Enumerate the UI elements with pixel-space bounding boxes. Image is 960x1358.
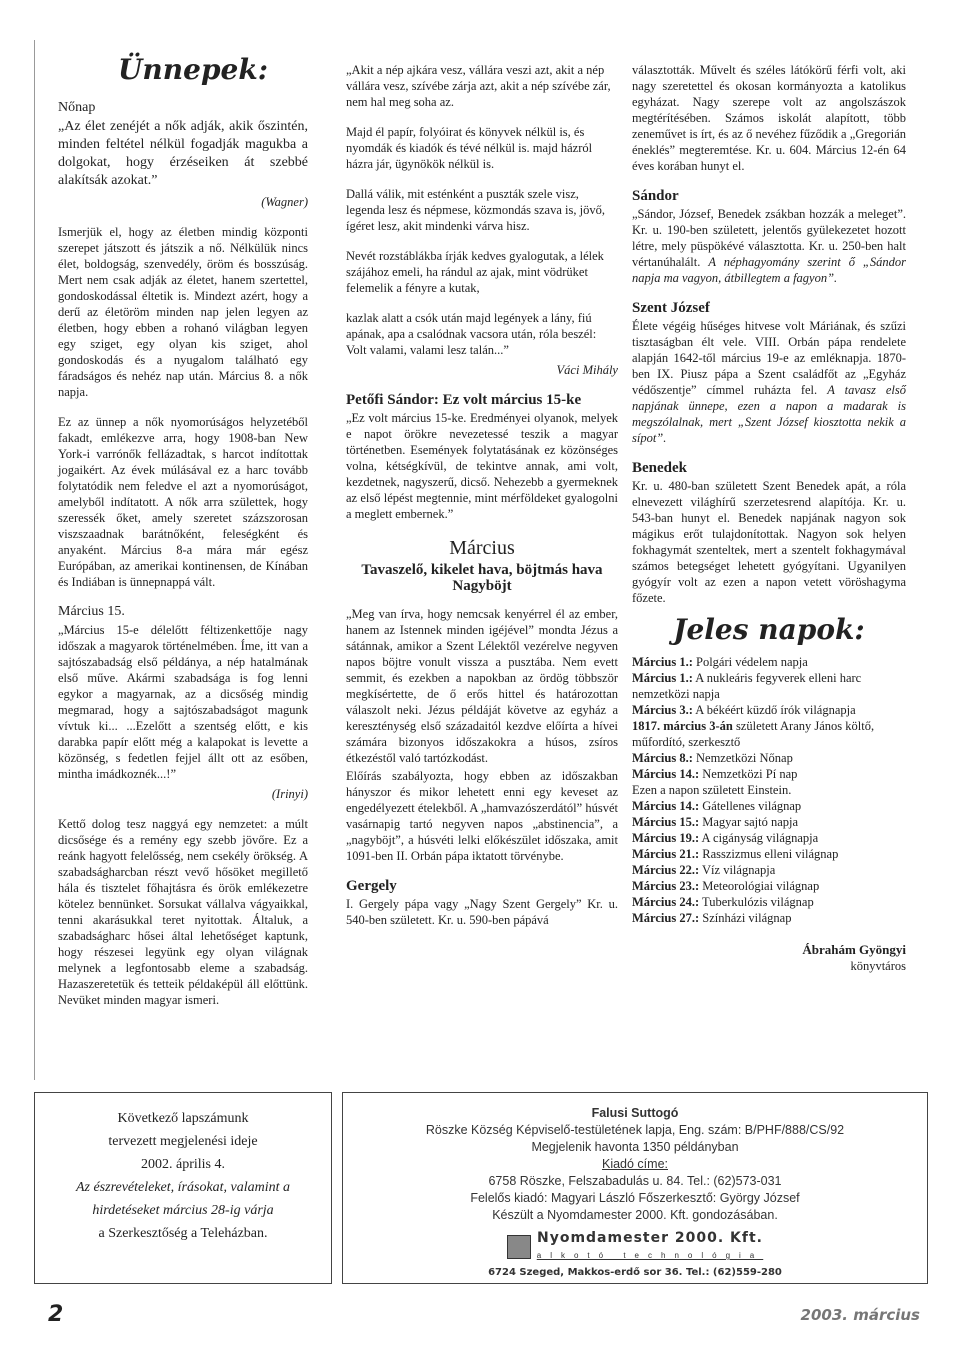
sandor-text: „Sándor, József, Benedek zsákban hozzák a meleget”. Kr. u. 190-ben született, jelentős gyülekezetet hozott létre, mely püspökévé választotta. Kr. u. 250-ben halt vértanúhalált. (632, 207, 906, 269)
jeles-napok-item (632, 750, 906, 766)
quote-text: „Az élet zenéjét a nők adják, akik őszintén, minden feltétel nélkül fogadják magukba a dolgokat, hogy érzéseiken át szebbé alakítsák azokat.” (58, 119, 308, 188)
section-heading-sandor: Sándor (632, 188, 679, 204)
paragraph: Kettő dolog tesz naggyá egy nemzetet: a múlt dicsősége és a remény egy szebb jövőre. Ez a reánk hagyott felelősség, nem csekély örökség. A szabadságharcban részt vevő hősöket megillető hála és tisztelet főhajtásra és örök emlékezetre kötelez bennünket. Sorsukat vállalva vágyaikkal, tenni akarásukkal teret nyitottak. Általuk, a szabadságharc hősei által lehetőséget kaptunk, hogy részesei legyünk egy olyan világnak melynek a legfontosabb eleme a szabadság. Hazaszeretetük és tetteik példaképül áll előttünk. Nevüket minden magyar ismeri. (58, 817, 308, 1007)
jeles-napok-item (632, 846, 906, 862)
jeles-napok-item (632, 862, 906, 878)
column-1 (58, 53, 308, 1022)
jeles-napok-date: Március 1.: (632, 671, 693, 685)
jeles-napok-item (632, 878, 906, 894)
signature-title: könyvtáros (850, 959, 906, 973)
jeles-napok-date: Március 3.: (632, 703, 693, 717)
imprint-line: Megjelenik havonta 1350 példányban (531, 1140, 739, 1154)
jeles-napok-text: A cigányság világnapja (699, 831, 819, 845)
jeles-napok-text: Magyar sajtó napja (699, 815, 799, 829)
jeles-napok-item (632, 670, 906, 702)
quote-author: (Wagner) (261, 195, 308, 209)
column-2 (346, 62, 618, 942)
section-heading-noknap: Nőnap (58, 100, 96, 115)
imprint-line: Készült a Nyomdamester 2000. Kft. gondozásában. (492, 1208, 778, 1222)
jeles-napok-item (632, 894, 906, 910)
jeles-napok-text: Rasszizmus elleni világnap (699, 847, 839, 861)
imprint-line: Felelős kiadó: Magyari László Főszerkesztő: György József (470, 1191, 800, 1205)
section-heading-gergely: Gergely (346, 878, 397, 894)
jeles-napok-text: Víz világnapja (699, 863, 776, 877)
jeles-napok-date: Március 19.: (632, 831, 700, 845)
jeles-napok-list (632, 654, 906, 926)
jeles-napok-heading: Jeles napok: (673, 613, 865, 646)
paragraph (632, 318, 906, 446)
poem-stanza: Nevét rozstáblákba írják kedves gyalogutak, a lélek szájához emeli, ha rándul az ajak, mint vödrüket felemelik a fényre a kutak, (346, 249, 604, 295)
jeles-napok-date: Március 8.: (632, 751, 693, 765)
jeles-napok-text: A nukleáris fegyverek elleni harc nemzetközi napja (632, 671, 862, 701)
section-heading-jozsef: Szent József (632, 300, 710, 316)
sandor-note: A néphagyomány szerint ő „Sándor napja ma vagyon, átbillegtem a fagyon”. (632, 255, 906, 285)
box-line: Következő lapszámunk (117, 1111, 249, 1126)
jeles-napok-date: Március 21.: (632, 847, 700, 861)
issue-date: 2003. március (800, 1306, 920, 1324)
section-subheading: Tavaszelő, kikelet hava, böjtmás hava Nagyböjt (361, 562, 603, 594)
box-line: 2002. április 4. (141, 1157, 225, 1172)
jeles-napok-text: Nemzetközi Pí nap (699, 767, 798, 781)
paragraph: Előírás szabályozta, hogy ebben az időszakban hányszor és mikor lehetett enni egy keveset az engedélyezett ételekből. A „hamvazószerdától” húsvét vasárnapig tartó negyven napos „abstinencia”, a „nagyböjt”, a húsvéti lelki előkészület időszaka, amit 1091-ben II. Orbán pápa iktatott törvénybe. (346, 769, 618, 863)
poem-stanza: „Akit a nép ajkára vesz, vállára veszi azt, akit a nép vállára vesz, szívébe zárja azt, akit a nép szívébe zár, nem hal meg soha az. (346, 63, 611, 109)
section-heading-benedek: Benedek (632, 460, 688, 476)
box-line: hirdetéseket március 28-ig várja (92, 1203, 274, 1218)
jeles-napok-item (632, 782, 906, 798)
printer-tagline: alkotó technológia (536, 1251, 764, 1260)
jeles-napok-date: Március 14.: (632, 767, 700, 781)
box-line: a Szerkesztőség a Teleházban. (98, 1226, 268, 1241)
next-issue-box (34, 1092, 332, 1284)
jeles-napok-item (632, 830, 906, 846)
box-line: tervezett megjelenési ideje (108, 1134, 258, 1149)
jeles-napok-text: A békéért küzdő írók világnapja (692, 703, 856, 717)
jeles-napok-text: Gátellenes világnap (699, 799, 802, 813)
jeles-napok-text: Tuberkulózis világnap (699, 895, 814, 909)
section-heading-petofi: Petőfi Sándor: Ez volt március 15-ke (346, 392, 582, 408)
poem-stanza: Majd él papír, folyóirat és könyvek nélkül is, és nyomdák és kiadók és tévé nélkül is. majd házról házra jár, ügynökök nélkül is. (346, 125, 593, 171)
jeles-napok-date: Március 27.: (632, 911, 700, 925)
paragraph: I. Gergely pápa vagy „Nagy Szent Gergely” Kr. u. 540-ben született. Kr. u. 590-ben pápává (346, 897, 618, 927)
jeles-napok-item (632, 718, 906, 750)
jeles-napok-item (632, 814, 906, 830)
printer-address: 6724 Szeged, Makkos-erdő sor 36. Tel.: (62)559-280 (488, 1267, 782, 1278)
jeles-napok-date: Március 24.: (632, 895, 700, 909)
jeles-napok-date: Március 15.: (632, 815, 700, 829)
imprint-line: Kiadó címe: (601, 1157, 668, 1171)
jozsef-text: Élete végéig hűséges hitvese volt Máriának, és szűzi tisztaságban élt vele. VIII. Orbán pápa rendelete alapján 1642-től március 19-e az emléknapja. 1870-ben IX. Piusz pápa a Szent családfőt az „Egyház védőszentje” címmel ruházta fel. (632, 319, 906, 397)
jeles-napok-item (632, 798, 906, 814)
poem-stanza: kazlak alatt a csók után majd legények a lány, fiú apának, apa a csalódnak vacsora után, róla beszél: Volt valami, valami lesz talán...” (346, 311, 597, 357)
jeles-napok-date: 1817. március 3-án (632, 719, 733, 733)
jeles-napok-date: Március 14.: (632, 799, 700, 813)
paragraph: „Meg van írva, hogy nemcsak kenyérrel él az ember, hanem az Istennek minden igéjével” mondta Jézus a sátánnak, amikor a Szent Lélektől vezérelve negyven napos böjtre vonult vissza a pusztába. Nem evett semmit, és ezekben a napokban az ördög többször megkísértette, de ő erős hittel és határozottan válaszolt neki. Jézus példáját követve az egyház a kereszténység első századaitól kezdve előírta a hívei számára bizonyos időszakokra a húsos, zsíros étkezéstől való tartózkodást. (346, 607, 618, 765)
paragraph: „Március 15-e délelőtt féltizenkettője nagy időszak a magyarok történelmében. Íme, itt van a sajtószabadság első példánya, a nép hatalmának első műve. Akármi szabadsága is fog lenni egykor a magyarnak, az a dicsőség mindig megmarad, hogy a sajtószabadságot magunk vívtuk ki... ...Ezelőtt a szentség előtt, e kis darabka papír előtt még a kalapokat is levette a közönség, s fedetlen fejjel állt ott az esőben, mintha imádkoznék...!” (58, 623, 308, 781)
box-line: Az észrevételeket, írásokat, valamint a (75, 1180, 291, 1195)
signature-name: Ábrahám Gyöngyi (802, 942, 906, 957)
page-number: 2 (48, 1302, 64, 1327)
jeles-napok-item (632, 766, 906, 782)
imprint-title: Falusi Suttogó (591, 1106, 679, 1120)
jeles-napok-date: Március 1.: (632, 655, 693, 669)
jeles-napok-text: született Arany János költő, műfordító, szerkesztő (632, 719, 875, 749)
left-frame-rule (34, 40, 35, 1080)
quote-author: (Irinyi) (271, 787, 308, 801)
imprint-box (342, 1092, 928, 1284)
column-3 (632, 62, 906, 974)
paragraph (632, 206, 906, 286)
jeles-napok-item (632, 654, 906, 670)
jeles-napok-text: Színházi világnap (699, 911, 792, 925)
printer-name: Nyomdamester 2000. Kft. (536, 1230, 763, 1246)
jeles-napok-text: Ezen a napon született Einstein. (632, 783, 792, 797)
poem-author: Váci Mihály (556, 363, 618, 377)
jeles-napok-text: Polgári védelem napja (692, 655, 808, 669)
imprint-line: 6758 Röszke, Felszabadulás u. 84. Tel.: (62)573-031 (488, 1174, 782, 1188)
jeles-napok-text: Meteorológiai világnap (699, 879, 820, 893)
jozsef-note: A tavasz első napjának ünnepe, ezen a napon a madarak is megszólalnak, mert „Szent József kiosztotta nekik a sípot”. (632, 383, 907, 445)
page-title: Ünnepek: (118, 53, 269, 86)
poem-stanza: Dallá válik, mit esténként a puszták szele visz, legenda lesz és népmese, közmondás szava is, jövő, ígéret lesz, akit mindenki várva hisz. (346, 187, 605, 233)
imprint-line: Röszke Község Képviselő-testületének lapja, Eng. szám: B/PHF/888/CS/92 (425, 1123, 845, 1137)
paragraph: választották. Művelt és széles látókörű férfi volt, aki nagy szeretettel és okosan kormányozta a katolikus egyházat. Nagy szerepe volt az angolszászok megtérítésében. Számos iskolát alapított, több zeneművet is írt, és az ő nevéhez fűződik a „Gregorián éneklés” megteremtése. Kr. u. 604. Március 12-én 64 éves korában hunyt el. (632, 63, 906, 173)
printer-logo (343, 1230, 927, 1264)
paragraph: Kr. u. 480-ban született Szent Benedek apát, a róla elnevezett világhírű szerzetesrend alapítója. Kr. u. 543-ban hunyt el. Benedek napjának nagyon sok mágikus erőt tulajdonítottak. Nagyon sok helyen fokhagymát szenteltek, mert a szentelt fokhagymával számos betegséget lehetett gyógyítani. Ugyanilyen gyógyír volt az ezen a napon vetett vöröshagyma főzete. (632, 479, 906, 605)
paragraph: Ez az ünnep a nők nyomorúságos helyzetéből fakadt, emlékezve arra, hogy 1908-ban New York-i varrónők fellázadtak, s harcot indítottak jogaikért. Az évek múlásával ez a harc tovább folytatódik nem feledve el azt a nyomorúságot, amelyből indítatott. A nők arra születtek, hogy szeressék őket, amely szeretet százszorosan viszszaadnak barátnőként, feleségként és anyaként. Március 8-a mára már egész Európában, az amerikai kontinensen, de Kínában és Indiában is ünnepnappá vált. (58, 415, 308, 589)
jeles-napok-item (632, 702, 906, 718)
jeles-napok-text: Nemzetközi Nőnap (692, 751, 793, 765)
section-heading-marcius15: Március 15. (58, 604, 125, 619)
printer-logo-icon (507, 1235, 531, 1259)
jeles-napok-date: Március 22.: (632, 863, 700, 877)
paragraph: Ismerjük el, hogy az életben mindig központi szerepet játszott és játszik a nő. Nélkülük nincs élet, boldogság, szenvedély, öröm és bosszúság. Mert nem csak adják az életet, hanem szertettel, gondoskodással éltetik is. Mindezt azért, hogy a derű az életöröm minden nap jelen legyen az életben, hogy ebben a rohanó világban legyen egy sziget, egy olyan kis sziget, ahol gondoskodás és a nyugalom található egy fáradságos és nehéz nap után. Március 8. a nők napja. (58, 225, 308, 399)
paragraph: „Ez volt március 15-ke. Eredményei olyanok, melyek e napot örökre nevezetessé teszik a magyar történetben. Események folytatásának ez közönséges volna, kétségkívül, de tekintve annak, ami volt, kezdetnek, nagyszerű, dicső. Nehezebb a gyermeknek az első lépést megtennie, mint mérföldeket gyalogolni a meglett embernek.” (346, 411, 618, 521)
jeles-napok-date: Március 23.: (632, 879, 700, 893)
section-heading-marcius: Március (449, 537, 515, 559)
jeles-napok-item (632, 910, 906, 926)
